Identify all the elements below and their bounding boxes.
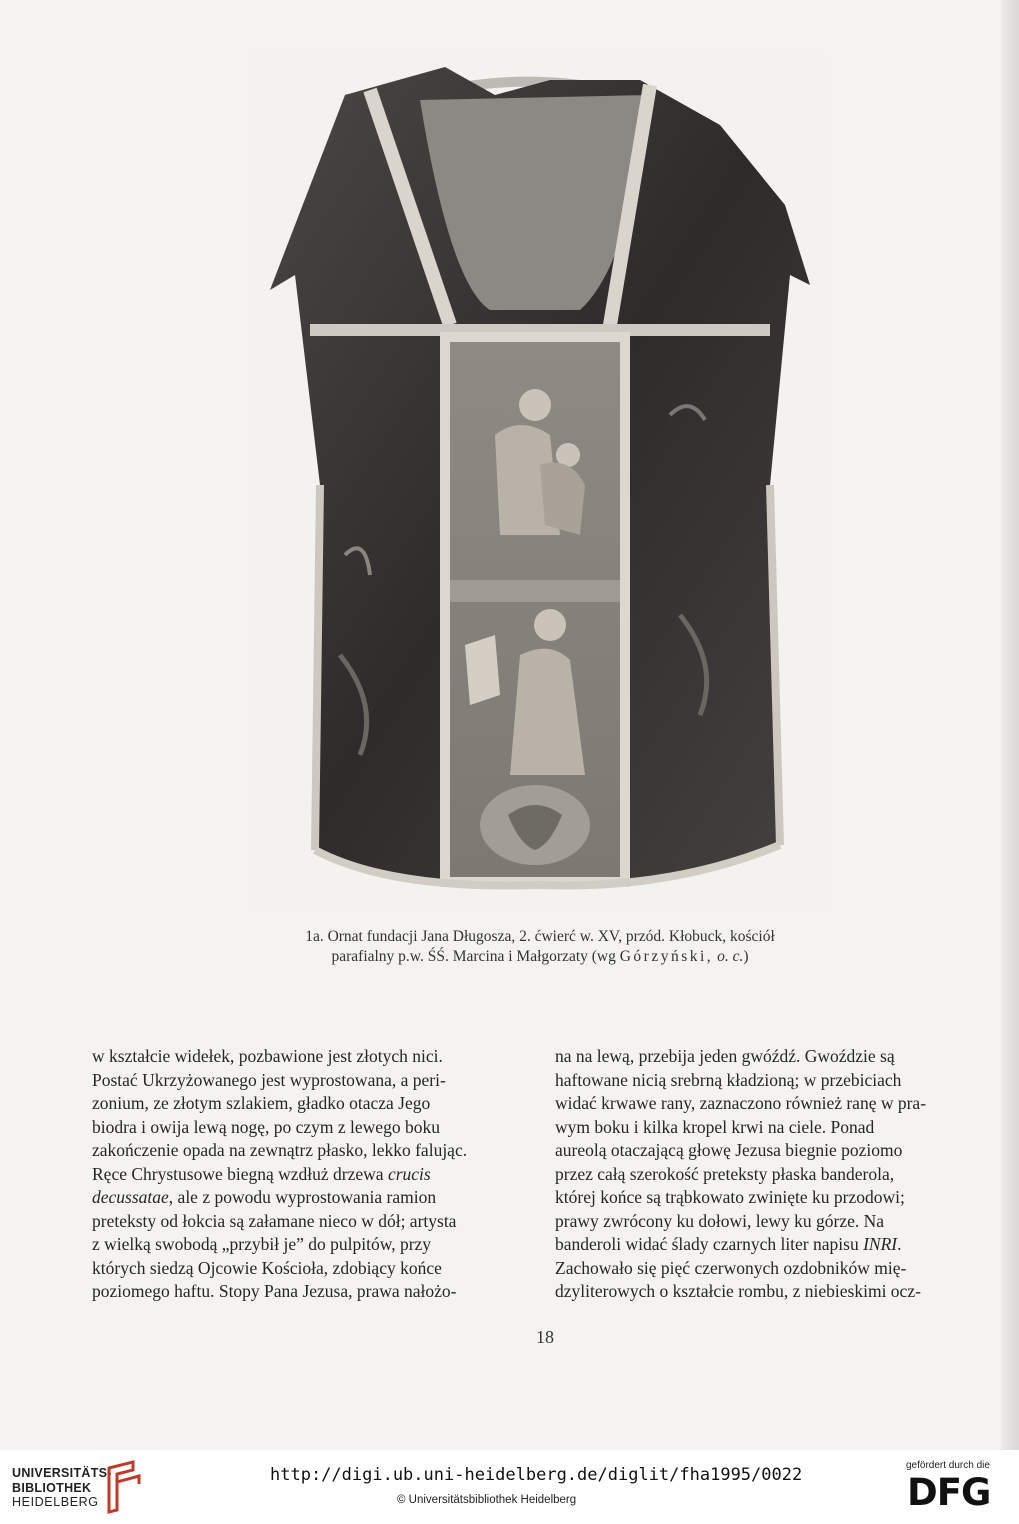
text-line: poziomego haftu. Stopy Pana Jezusa, prawa nałożo-	[92, 1281, 457, 1301]
funder-note: gefördert durch die	[906, 1460, 990, 1471]
italic-term: INRI	[863, 1234, 898, 1254]
text-line: zakończenie opada na zewnątrz płasko, lekko falując.	[92, 1140, 468, 1160]
text-line: aureolą otaczającą głowę Jezusa biegnie poziomo	[555, 1140, 903, 1160]
text-line: biodra i owija lewą nogę, po czym z lewego boku	[92, 1116, 440, 1137]
text-line: wym boku i kilka kropel krwi na ciele. Ponad	[555, 1116, 875, 1137]
text-line: prawy zwrócony ku dołowi, lewy ku górze. Na	[555, 1210, 885, 1231]
caption-line-1: 1a. Ornat fundacji Jana Długosza, 2. ćwierć w. XV, przód. Kłobuck, kościół	[305, 928, 775, 945]
text-line: Postać Ukrzyżowanego jest wyprostowana, a peri-	[92, 1069, 446, 1090]
library-name-line-2: BIBLIOTHEK	[12, 1480, 92, 1495]
text-line: na na lewą, przebija jeden gwóźdź. Gwoździe są	[555, 1046, 895, 1066]
library-name-line-1: UNIVERSITÄTS-	[12, 1466, 112, 1480]
text-line: zonium, ze złotym szlakiem, gładko otacza Jego	[92, 1093, 431, 1113]
text-line: dzyliterowych o kształcie rombu, z niebieskimi ocz-	[555, 1281, 921, 1301]
dfg-logo[interactable]: DFG	[907, 1471, 991, 1514]
library-logo-icon[interactable]	[103, 1460, 143, 1521]
text-line: Zachowało się pięć czerwonych ozdobników mię-	[555, 1257, 907, 1278]
permalink-url[interactable]: http://digi.ub.uni-heidelberg.de/diglit/fha1995/0022	[270, 1465, 803, 1485]
copyright-notice: © Universitätsbibliothek Heidelberg	[397, 1494, 577, 1506]
page-number: 18	[536, 1327, 554, 1347]
text-line: decussatae, ale z powodu wyprostowania ramion	[92, 1187, 437, 1207]
text-line: przez całą szerokość preteksty płaska banderola,	[555, 1163, 895, 1184]
text-line: których siedzą Ojcowie Kościoła, zdobiący końce	[92, 1257, 442, 1278]
italic-term: decussatae	[92, 1187, 169, 1207]
text-line: w kształcie widełek, pozbawione jest złotych nici.	[92, 1046, 443, 1066]
library-name-line-3: HEIDELBERG	[12, 1495, 99, 1509]
caption-line-2: parafialny p.w. ŚŚ. Marcina i Małgorzaty (wg Górzyński, o. c.)	[331, 948, 749, 965]
body-text-left-column	[92, 1045, 534, 1304]
italic-term: crucis	[387, 1163, 431, 1184]
chasuble-photograph	[250, 55, 825, 910]
text-line: której końce są trąbkowato zwinięte ku przodowi;	[555, 1187, 905, 1207]
footer-bar	[0, 1450, 1019, 1524]
text-line: z wielką swobodą „przybił je” do pulpitów, przy	[92, 1234, 432, 1254]
page-edge-shadow	[1001, 0, 1019, 1450]
library-logo-text[interactable]	[12, 1466, 112, 1510]
body-text-right-column	[555, 1045, 995, 1304]
text-line: haftowane nicią srebrną kładzioną; w przebiciach	[555, 1069, 902, 1090]
text-line: preteksty od łokcia są załamane nieco w dół; artysta	[92, 1210, 457, 1231]
text-line: Ręce Chrystusowe biegną wzdłuż drzewa crucis	[92, 1163, 431, 1184]
figure-caption	[230, 927, 850, 967]
caption-author: Górzyński,	[619, 948, 714, 965]
text-line: widać krwawe rany, zaznaczono również ranę w pra-	[555, 1093, 927, 1113]
caption-ref: o. c.	[717, 948, 744, 965]
text-line: banderoli widać ślady czarnych liter napisu INRI.	[555, 1234, 902, 1254]
